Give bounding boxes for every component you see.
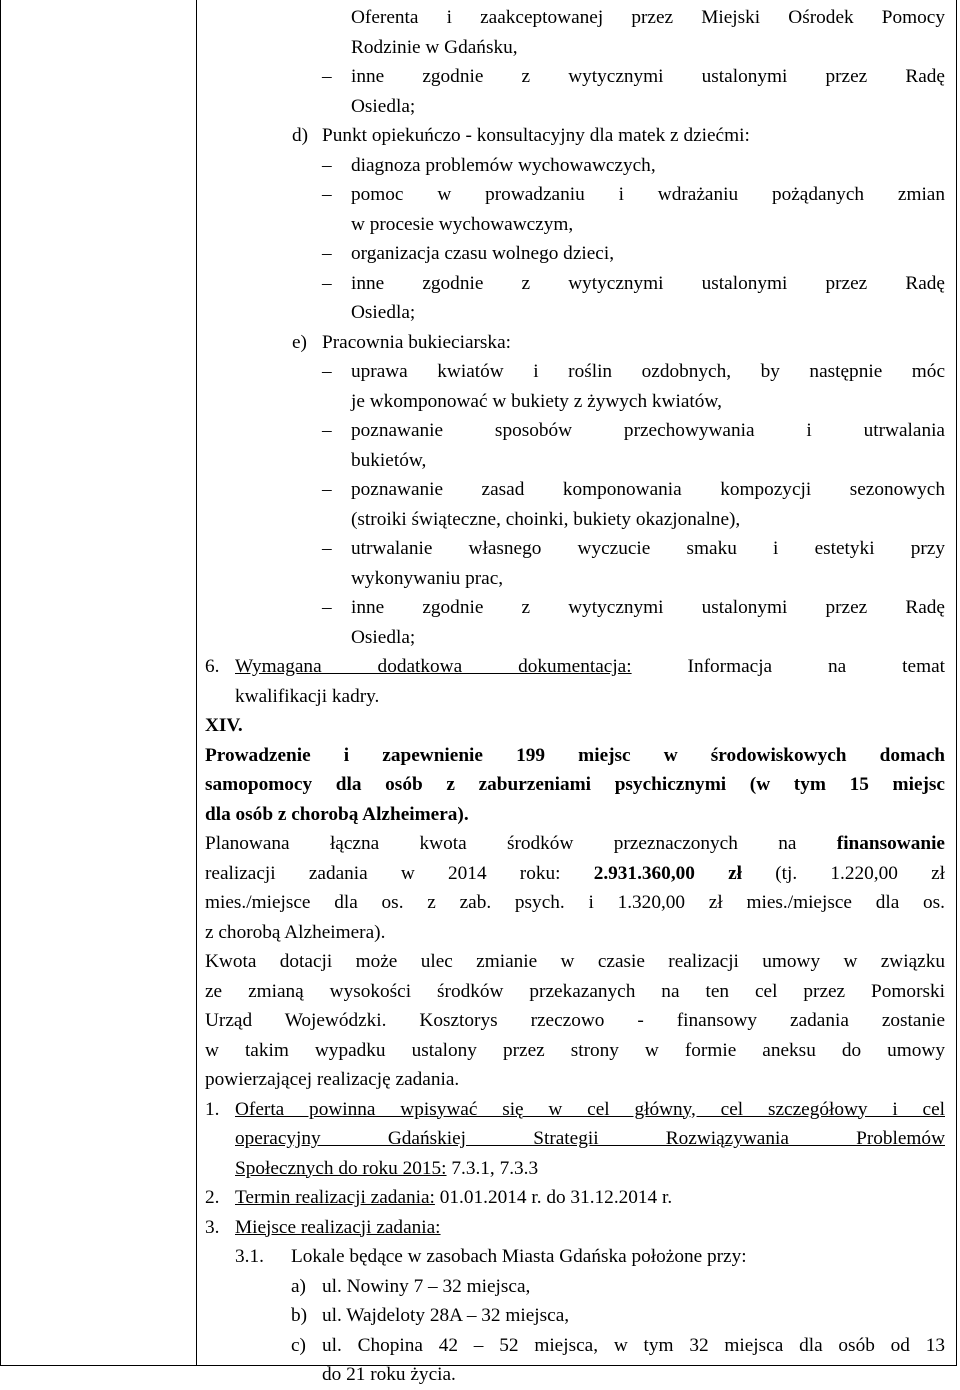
text-line: w takim wypadku ustalony przez strony w formie aneksu do umowy xyxy=(205,1039,945,1061)
text-line: Oferenta i zaakceptowanej przez Miejski Ośrodek Pomocy xyxy=(351,7,945,28)
list-number: 3. xyxy=(205,1216,220,1238)
list-number: 6. xyxy=(205,656,220,677)
text-line: (stroiki świąteczne, choinki, bukiety okazjonalne), xyxy=(351,508,741,530)
sub-item-3-1: 3.1. Lokale będące w zasobach Miasta Gdańska położone przy: xyxy=(205,1242,945,1272)
list-label: b) xyxy=(291,1305,308,1326)
text-line: Osiedla; xyxy=(351,302,416,323)
list-number: 1. xyxy=(205,1098,220,1120)
text-line: bukietów, xyxy=(351,449,427,471)
text-line: ze zmianą wysokości środków przekazanych na ten cel przez Pomorski xyxy=(205,980,945,1002)
dash-icon: – xyxy=(322,597,332,618)
list-number: 3.1. xyxy=(235,1246,264,1267)
dash-icon: – xyxy=(322,361,332,382)
dash-icon: – xyxy=(322,420,332,441)
text-line: Osiedla; xyxy=(351,95,416,117)
section-title: Prowadzenie i zapewnienie 199 miejsc w środowiskowych domach xyxy=(205,744,945,766)
dash-icon: – xyxy=(322,538,332,559)
dash-item: – diagnoza problemów wychowawczych, xyxy=(205,151,945,181)
dash-icon: – xyxy=(322,154,332,176)
document-cell xyxy=(205,3,945,1390)
text-line: Osiedla; xyxy=(351,626,416,648)
text-line: z chorobą Alzheimera). xyxy=(205,921,386,943)
dash-item: – inne zgodnie z wytycznymi ustalonymi przez Radę xyxy=(205,593,945,623)
column-divider xyxy=(196,0,197,1366)
section-title: samopomocy dla osób z zaburzeniami psychicznymi (w tym 15 miejsc xyxy=(205,774,945,795)
text-line: w procesie wychowawczym, xyxy=(351,213,574,235)
text-line: Rodzinie w Gdańsku, xyxy=(351,36,518,58)
text-line: realizacji zadania w 2014 roku: 2.931.360,00 zł (tj. 1.220,00 zł xyxy=(205,862,945,884)
dash-icon: – xyxy=(322,66,332,87)
text-line: powierzającej realizację zadania. xyxy=(205,1069,460,1090)
text-line: mies./miejsce dla os. z zab. psych. i 1.320,00 zł mies./miejsce dla os. xyxy=(205,892,945,913)
dash-icon: – xyxy=(322,243,332,264)
dash-item: – poznawanie sposobów przechowywania i utrwalania xyxy=(205,416,945,446)
text-line: Planowana łączna kwota środków przeznaczonych na finansowanie xyxy=(205,833,945,854)
location-item-a: a) ul. Nowiny 7 – 32 miejsca, xyxy=(205,1272,945,1302)
list-item-e: e) Pracownia bukieciarska: xyxy=(205,328,945,358)
dash-icon: – xyxy=(322,479,332,500)
text-line: kwalifikacji kadry. xyxy=(235,685,380,707)
list-label: a) xyxy=(291,1275,306,1297)
dash-item: – pomoc w prowadzaniu i wdrażaniu pożądanych zmian xyxy=(205,180,945,210)
location-item-c: c) ul. Chopina 42 – 52 miejsca, w tym 32 miejsca dla osób od 13 xyxy=(205,1331,945,1361)
text-line: Kwota dotacji może ulec zmianie w czasie realizacji umowy w związku xyxy=(205,951,945,972)
list-number: 2. xyxy=(205,1187,220,1208)
numbered-item-6: 6. Wymagana dodatkowa dokumentacja: Informacja na temat xyxy=(205,652,945,682)
text-line: wykonywaniu prac, xyxy=(351,567,504,589)
dash-icon: – xyxy=(322,184,332,205)
text-line: do 21 roku życia. xyxy=(322,1364,456,1385)
dash-item: – poznawanie zasad komponowania kompozycji sezonowych xyxy=(205,475,945,505)
text-line: Urząd Wojewódzki. Kosztorys rzeczowo - finansowy zadania zostanie xyxy=(205,1010,945,1031)
numbered-item-1: 1. Oferta powinna wpisywać się w cel główny, cel szczegółowy i cel xyxy=(205,1095,945,1125)
list-label: c) xyxy=(291,1334,306,1356)
dash-item: – inne zgodnie z wytycznymi ustalonymi przez Radę xyxy=(205,62,945,92)
section-title: dla osób z chorobą Alzheimera). xyxy=(205,803,469,825)
text-line: je wkomponować w bukiety z żywych kwiatów, xyxy=(351,390,722,412)
list-item-d: d) Punkt opiekuńczo - konsultacyjny dla matek z dziećmi: xyxy=(205,121,945,151)
dash-item: – inne zgodnie z wytycznymi ustalonymi przez Radę xyxy=(205,269,945,299)
location-item-b: b) ul. Wajdeloty 28A – 32 miejsca, xyxy=(205,1301,945,1331)
underlined-heading: Wymagana dodatkowa dokumentacja: xyxy=(235,656,632,677)
dash-item: – organizacja czasu wolnego dzieci, xyxy=(205,239,945,269)
list-label: e) xyxy=(292,331,307,353)
section-number: XIV. xyxy=(205,715,243,736)
numbered-item-2: 2. Termin realizacji zadania: 01.01.2014 r. do 31.12.2014 r. xyxy=(205,1183,945,1213)
numbered-item-3: 3. Miejsce realizacji zadania: xyxy=(205,1213,945,1243)
text-line: Społecznych do roku 2015: 7.3.1, 7.3.3 xyxy=(235,1157,539,1179)
dash-item: – utrwalanie własnego wyczucie smaku i estetyki przy xyxy=(205,534,945,564)
dash-icon: – xyxy=(322,272,332,294)
text-line: operacyjny Gdańskiej Strategii Rozwiązywania Problemów xyxy=(235,1128,945,1149)
dash-item: – uprawa kwiatów i roślin ozdobnych, by następnie móc xyxy=(205,357,945,387)
list-label: d) xyxy=(292,125,309,146)
